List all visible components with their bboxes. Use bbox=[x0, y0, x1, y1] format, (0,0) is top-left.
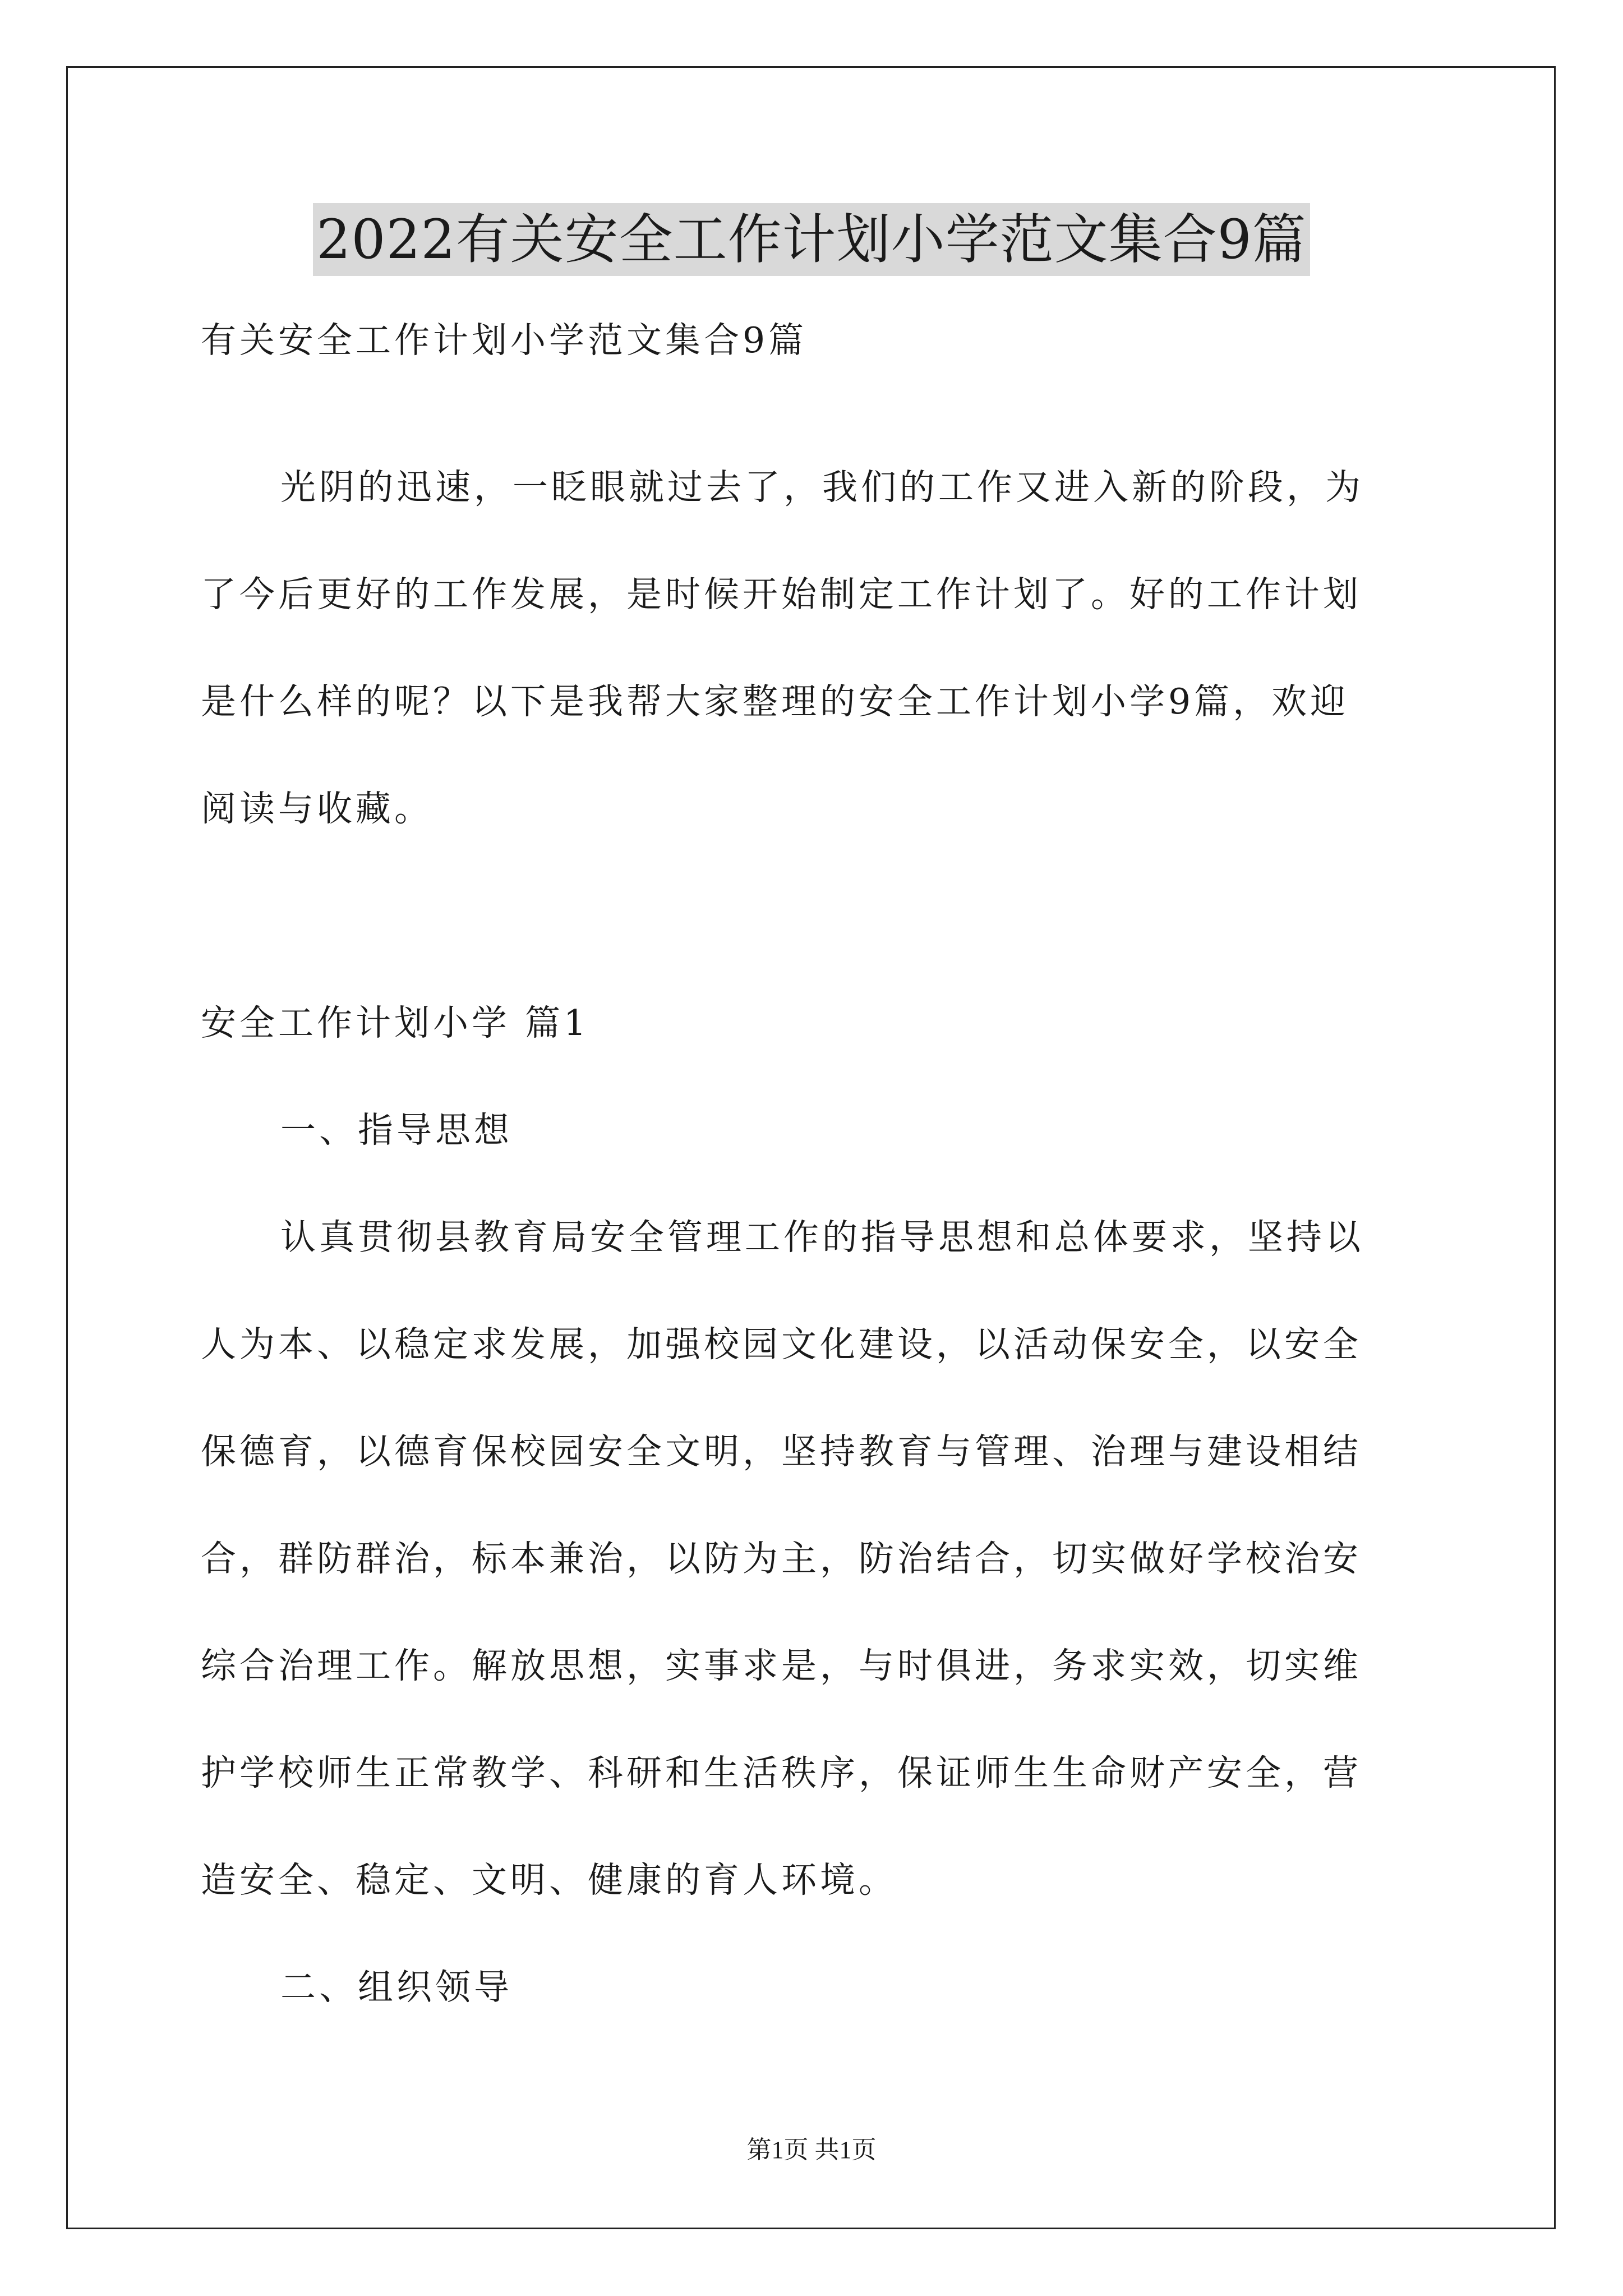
body-line-6: 护学校师生正常教学、科研和生活秩序，保证师生生命财产安全，营 bbox=[201, 1752, 1362, 1793]
section-heading: 安全工作计划小学 篇1 bbox=[201, 1002, 590, 1043]
intro-line-1: 光阴的迅速，一眨眼就过去了，我们的工作又进入新的阶段，为 bbox=[280, 467, 1364, 508]
intro-line-3: 是什么样的呢？以下是我帮大家整理的安全工作计划小学9篇，欢迎 bbox=[201, 681, 1349, 722]
body-line-5: 综合治理工作。解放思想，实事求是，与时俱进，务求实效，切实维 bbox=[201, 1645, 1362, 1686]
body-line-1: 认真贯彻县教育局安全管理工作的指导思想和总体要求，坚持以 bbox=[280, 1217, 1364, 1258]
intro-line-2: 了今后更好的工作发展，是时候开始制定工作计划了。好的工作计划 bbox=[201, 574, 1362, 615]
body-line-3: 保德育，以德育保校园安全文明，坚持教育与管理、治理与建设相结 bbox=[201, 1431, 1362, 1472]
heading-guiding-ideology: 一、指导思想 bbox=[280, 1110, 513, 1151]
body-line-2: 人为本、以稳定求发展，加强校园文化建设，以活动保安全，以安全 bbox=[201, 1324, 1362, 1365]
body-line-7: 造安全、稳定、文明、健康的育人环境。 bbox=[201, 1860, 897, 1901]
title-container bbox=[0, 203, 1623, 276]
heading-organization: 二、组织领导 bbox=[280, 1967, 513, 2008]
body-line-4: 合，群防群治，标本兼治，以防为主，防治结合，切实做好学校治安 bbox=[201, 1538, 1362, 1579]
document-title: 2022有关安全工作计划小学范文集合9篇 bbox=[313, 203, 1310, 276]
intro-line-4: 阅读与收藏。 bbox=[201, 788, 433, 829]
document-subtitle: 有关安全工作计划小学范文集合9篇 bbox=[201, 320, 808, 361]
page-footer: 第1页 共1页 bbox=[746, 2136, 877, 2164]
